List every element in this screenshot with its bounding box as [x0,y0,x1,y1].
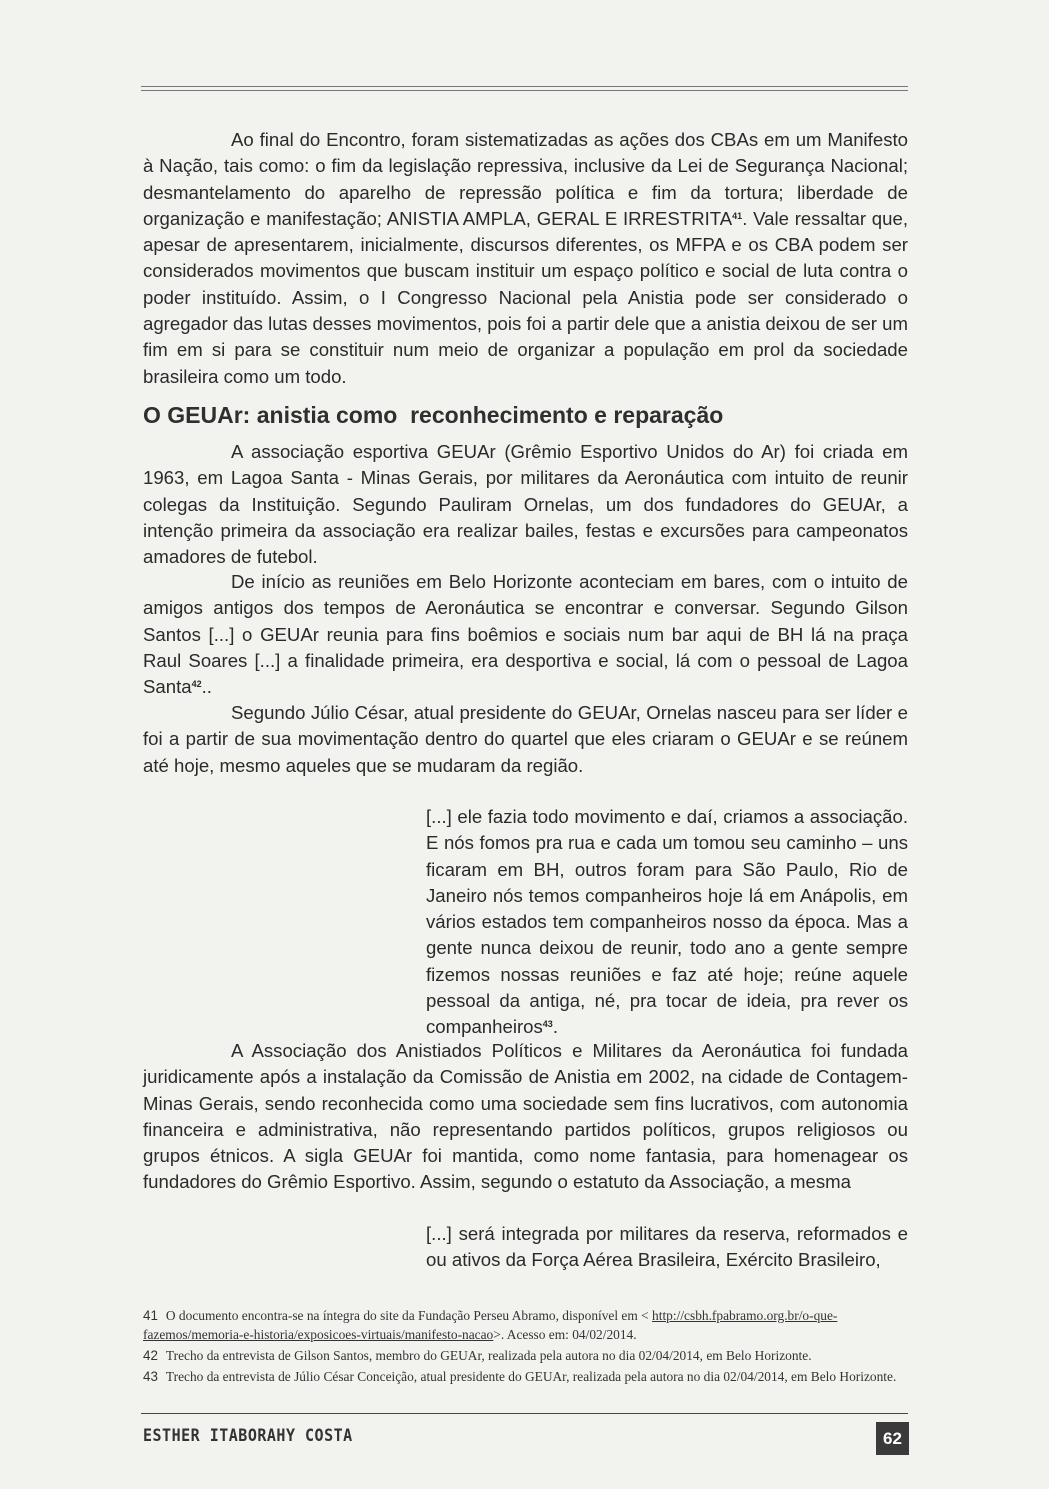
paragraph-manifesto [143,127,908,390]
paragraph-text: .. [201,676,212,698]
header-rule-2 [141,90,908,91]
footnote-number: 41 [143,1308,158,1323]
footnote-text: Trecho da entrevista de Gilson Santos, membro do GEUAr, realizada pela autora no dia 02/04/2014, em Belo Horizonte. [165,1348,812,1363]
footnote-text: >. Acesso em: 04/02/2014. [493,1327,637,1342]
footnote-ref-43[interactable]: 43 [542,1019,553,1030]
footnote-ref-41[interactable]: 41 [732,210,743,221]
author-name: ESTHER ITABORAHY COSTA [143,1424,353,1446]
footnote-ref-42[interactable]: 42 [191,679,202,690]
paragraph-association: A Associação dos Anistiados Políticos e Militares da Aeronáutica foi fundada juridicamente após a instalação da Comissão de Anistia em 2002, na cidade de Contagem-Minas Gerais, sendo reconhecida como uma sociedade sem fins lucrativos, com autonomia financeira e administrativa, não representando partidos políticos, grupos religiosos ou grupos étnicos. A sigla GEUAr foi mantida, como nome fantasia, para homenagear os fundadores do Grêmio Esportivo. Assim, segundo o estatuto da Associação, a mesma [143,1040,908,1193]
footnote-number: 43 [143,1369,158,1384]
quote-text: . [552,1016,558,1038]
paragraph-julio-cesar: Segundo Júlio César, atual presidente do GEUAr, Ornelas nasceu para ser líder e foi a partir de sua movimentação dentro do quartel que eles criaram o GEUAr e se reúnem até hoje, mesmo aqueles que se mudaram da região. [143,702,908,776]
paragraph-text: . Vale ressaltar que, apesar de apresentarem, inicialmente, discursos diferentes, os MFPA e os CBA podem ser considerados movimentos que buscam instituir um espaço político e social de luta contra o poder instituído. Assim, o I Congresso Nacional pela Anistia pode ser considerado o agregador das lutas desses movimentos, pois foi a partir dele que a anistia deixou de ser um fim em si para se constituir num meio de organizar a população em prol da sociedade brasileira como um todo. [143,207,908,387]
footnote-42 [143,1346,908,1365]
footer-rule [141,1413,908,1414]
footnote-number: 42 [143,1348,158,1363]
footnote-link[interactable]: http://csbh.fpabramo.org.br/o-que-fazemos/memoria-e-historia/exposicoes-virtuais/manifesto-nacao [143,1308,838,1342]
page-number: 62 [883,1428,902,1448]
section-title: O GEUAr: anistia como reconhecimento e reparação [143,402,724,428]
paragraph-text: Ao final do Encontro, foram sistematizadas as ações dos CBAs em um Manifesto à Nação, tais como: o fim da legislação repressiva, inclusive da Lei de Segurança Nacional; desmantelamento do aparelho de repressão política e fim da tortura; liberdade de organização e manifestação; ANISTIA AMPLA, GERAL E IRRESTRITA [143,129,908,229]
block-quote-1 [426,804,908,1041]
header-rule-1 [141,86,908,87]
page-number-badge [876,1422,909,1455]
footnote-text: O documento encontra-se na íntegra do site da Fundação Perseu Abramo, disponível em < [165,1308,653,1323]
block-quote-2: [...] será integrada por militares da reserva, reformados e ou ativos da Força Aérea Brasileira, Exército Brasileiro, [426,1223,908,1271]
paragraph-meetings [143,569,908,700]
paragraph-text: De início as reuniões em Belo Horizonte aconteciam em bares, com o intuito de amigos antigos dos tempos de Aeronáutica se encontrar e conversar. Segundo Gilson Santos [...] o GEUAr reunia para fins boêmios e sociais num bar aqui de BH lá na praça Raul Soares [...] a finalidade primeira, era desportiva e social, lá com o pessoal de Lagoa Santa [143,571,908,698]
paragraph-geuar-origin: A associação esportiva GEUAr (Grêmio Esportivo Unidos do Ar) foi criada em 1963, em Lagoa Santa - Minas Gerais, por militares da Aeronáutica com intuito de reunir colegas da Instituição. Segundo Pauliram Ornelas, um dos fundadores do GEUAr, a intenção primeira da associação era realizar bailes, festas e excursões para campeonatos amadores de futebol. [143,441,908,568]
quote-text: [...] ele fazia todo movimento e daí, criamos a associação. E nós fomos pra rua e cada um tomou seu caminho – uns ficaram em BH, outros foram para São Paulo, Rio de Janeiro nós temos companheiros hoje lá em Anápolis, em vários estados tem companheiros nosso da época. Mas a gente nunca deixou de reunir, todo ano a gente sempre fizemos nossas reuniões e faz até hoje; reúne aquele pessoal da antiga, né, pra tocar de ideia, pra rever os companheiros [426,806,908,1038]
footnote-41 [143,1306,908,1344]
footnote-43 [143,1367,908,1386]
footnote-text: Trecho da entrevista de Júlio César Conceição, atual presidente do GEUAr, realizada pela autora no dia 02/04/2014, em Belo Horizonte. [165,1369,897,1384]
